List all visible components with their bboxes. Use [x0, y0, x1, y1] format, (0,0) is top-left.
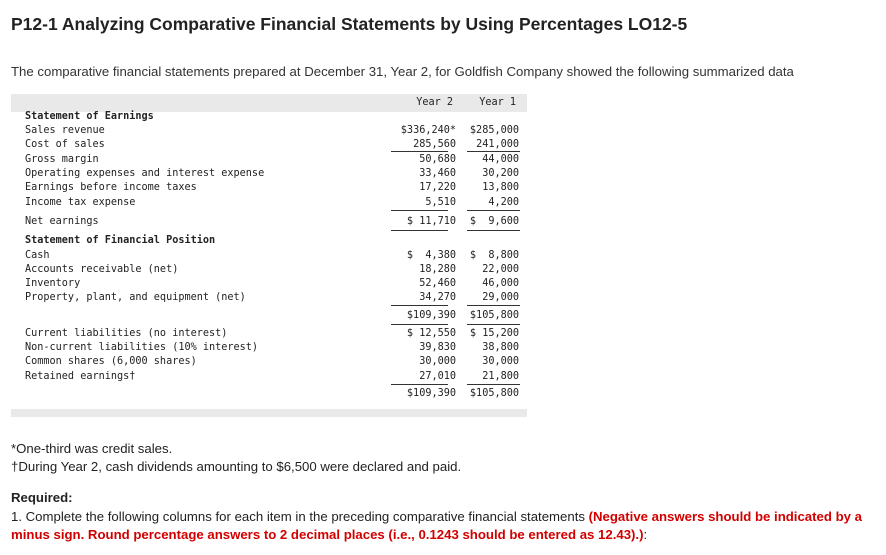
column-header-year2: Year 2 — [416, 97, 453, 108]
underline — [467, 151, 520, 152]
year2-value: $ 12,550 — [406, 328, 456, 339]
year2-value: 18,280 — [419, 264, 456, 275]
year2-value: $336,240* — [400, 125, 456, 136]
year2-value: 39,830 — [419, 342, 456, 353]
table-row — [11, 250, 527, 264]
section-heading-position — [11, 235, 527, 249]
underline — [467, 230, 520, 231]
footnote-credit-sales: *One-third was credit sales. — [11, 441, 173, 456]
footnote-dividends: †During Year 2, cash dividends amounting to $6,500 were declared and paid. — [11, 459, 462, 474]
year1-value: $ 8,800 — [469, 250, 519, 261]
page-title: P12-1 Analyzing Comparative Financial Statements by Using Percentages LO12-5 — [11, 14, 688, 34]
underline — [391, 384, 448, 385]
year1-value: 241,000 — [476, 139, 519, 150]
table-row — [11, 264, 527, 278]
underline — [391, 210, 448, 211]
row-label: Retained earnings† — [25, 371, 136, 382]
table-row — [11, 342, 527, 356]
row-label: Common shares (6,000 shares) — [25, 356, 197, 367]
row-label: Income tax expense — [25, 197, 136, 208]
table-row — [11, 356, 527, 370]
row-label: Cash — [25, 250, 50, 261]
year1-total: $105,800 — [469, 310, 519, 321]
row-label: Inventory — [25, 278, 81, 289]
row-label: Accounts receivable (net) — [25, 264, 179, 275]
year2-value: $ 11,710 — [406, 216, 456, 227]
financial-statements-table — [11, 94, 527, 417]
table-row-total — [11, 388, 527, 402]
year1-value: 46,000 — [482, 278, 519, 289]
required-heading: Required: — [11, 490, 73, 505]
position-heading: Statement of Financial Position — [25, 235, 216, 246]
column-header-year1: Year 1 — [479, 97, 516, 108]
year1-total: $105,800 — [469, 388, 519, 399]
table-row — [11, 154, 527, 168]
table-footer-bar — [11, 409, 527, 417]
year1-value: $285,000 — [469, 125, 519, 136]
table-row — [11, 168, 527, 182]
table-row-total — [11, 310, 527, 324]
year2-total: $109,390 — [406, 310, 456, 321]
year1-value: 13,800 — [482, 182, 519, 193]
year1-value: 30,000 — [482, 356, 519, 367]
underline — [391, 151, 448, 152]
year2-value: 5,510 — [425, 197, 456, 208]
row-label: Cost of sales — [25, 139, 105, 150]
year2-total: $109,390 — [406, 388, 456, 399]
year1-value: 30,200 — [482, 168, 519, 179]
required-end: : — [643, 527, 648, 542]
year1-value: $ 15,200 — [469, 328, 519, 339]
row-label: Gross margin — [25, 154, 99, 165]
required-emphasis: (Negative answers should be indicated by a minus sign. Round percentage answers to 2 decimal places (i.e., 0.1243 should be entered as 12.43).) — [11, 509, 862, 542]
year2-value: 33,460 — [419, 168, 456, 179]
table-row — [11, 328, 527, 342]
year2-value: 52,460 — [419, 278, 456, 289]
section-heading-earnings — [11, 111, 527, 125]
year1-value: 21,800 — [482, 371, 519, 382]
year1-value: 44,000 — [482, 154, 519, 165]
row-label: Operating expenses and interest expense — [25, 168, 265, 179]
year1-value: 38,800 — [482, 342, 519, 353]
table-row — [11, 125, 527, 139]
table-row — [11, 197, 527, 211]
year2-value: 50,680 — [419, 154, 456, 165]
underline — [391, 324, 448, 325]
table-row — [11, 292, 527, 306]
underline — [467, 324, 520, 325]
table-row — [11, 371, 527, 385]
year2-value: 34,270 — [419, 292, 456, 303]
required-instructions — [11, 508, 871, 544]
year2-value: 30,000 — [419, 356, 456, 367]
table-row — [11, 216, 527, 230]
row-label: Sales revenue — [25, 125, 105, 136]
row-label: Non-current liabilities (10% interest) — [25, 342, 259, 353]
underline — [467, 210, 520, 211]
row-label: Earnings before income taxes — [25, 182, 197, 193]
earnings-heading: Statement of Earnings — [25, 111, 154, 122]
year1-value: 29,000 — [482, 292, 519, 303]
year2-value: $ 4,380 — [406, 250, 456, 261]
underline — [467, 384, 520, 385]
underline — [391, 230, 448, 231]
year2-value: 17,220 — [419, 182, 456, 193]
required-text: 1. Complete the following columns for each item in the preceding comparative financial statements — [11, 509, 589, 524]
underline — [467, 305, 520, 306]
year1-value: 4,200 — [488, 197, 519, 208]
row-label: Current liabilities (no interest) — [25, 328, 228, 339]
table-row — [11, 278, 527, 292]
year2-value: 27,010 — [419, 371, 456, 382]
year2-value: 285,560 — [413, 139, 456, 150]
table-row — [11, 182, 527, 196]
row-label: Property, plant, and equipment (net) — [25, 292, 246, 303]
table-row — [11, 139, 527, 153]
underline — [391, 305, 448, 306]
year1-value: $ 9,600 — [469, 216, 519, 227]
row-label: Net earnings — [25, 216, 99, 227]
intro-text: The comparative financial statements prepared at December 31, Year 2, for Goldfish Company showed the following summarized data — [11, 64, 794, 79]
year1-value: 22,000 — [482, 264, 519, 275]
